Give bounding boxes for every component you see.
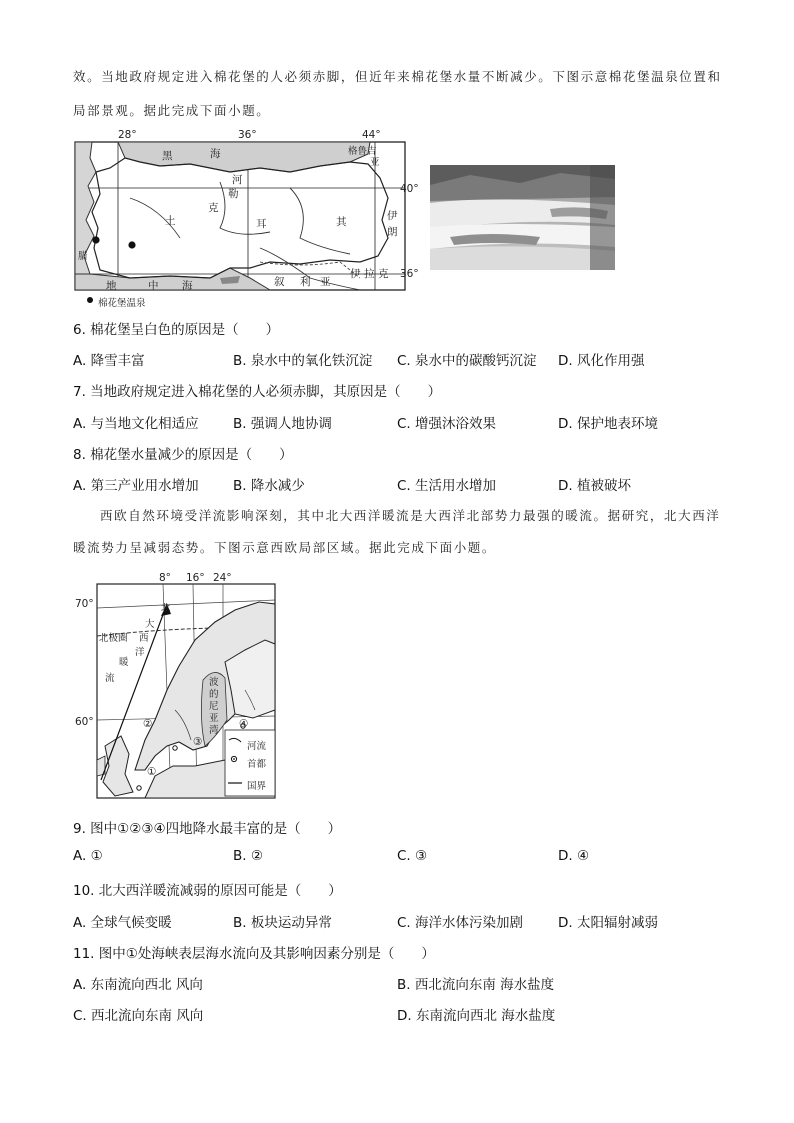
point-3: ③ bbox=[193, 736, 203, 748]
q10-option-c[interactable]: C. 海洋水体污染加剧 bbox=[397, 915, 524, 931]
label-med-2: 中 bbox=[148, 280, 159, 292]
lon-36: 36° bbox=[238, 129, 257, 141]
q6-option-c[interactable]: C. 泉水中的碳酸钙沉淀 bbox=[397, 353, 537, 369]
europe-map bbox=[75, 570, 280, 800]
label-iran-2: 朗 bbox=[387, 226, 398, 238]
current-char-2: 大 bbox=[145, 619, 155, 630]
q7-option-d[interactable]: D. 保护地表环境 bbox=[558, 416, 658, 432]
current-char-1: 北 bbox=[161, 603, 171, 614]
q7-stem: 7. 当地政府规定进入棉花堡的人必须赤脚，其原因是（ ） bbox=[73, 384, 442, 400]
pamukkale-spring-marker bbox=[128, 241, 135, 248]
intro2-line1: 西欧自然环境受洋流影响深刻，其中北大西洋暖流是大西洋北部势力最强的暖流。据研究，北大西洋 bbox=[100, 508, 721, 523]
lat-36: 36° bbox=[400, 268, 419, 280]
q11-option-b[interactable]: B. 西北流向东南 海水盐度 bbox=[397, 977, 555, 993]
spring-marker-west bbox=[92, 236, 99, 243]
lat-40: 40° bbox=[400, 183, 419, 195]
q8-option-b[interactable]: B. 降水减少 bbox=[233, 478, 305, 494]
label-greece: 腊 bbox=[78, 251, 88, 262]
baltic-char-2: 的 bbox=[209, 689, 219, 700]
current-char-6: 流 bbox=[105, 673, 115, 684]
q8-stem: 8. 棉花堡水量减少的原因是（ ） bbox=[73, 447, 293, 463]
label-turkey-3: 其 bbox=[336, 216, 347, 228]
label-turkey-1: 土 bbox=[165, 215, 176, 227]
baltic-char-4: 亚 bbox=[209, 713, 219, 724]
legend-capital: 首都 bbox=[247, 759, 267, 770]
legend-label: 棉花堡温泉 bbox=[98, 298, 146, 309]
legend-river: 河流 bbox=[247, 741, 267, 752]
label-georgia-2: 亚 bbox=[370, 157, 380, 168]
label-iraq-3: 克 bbox=[378, 268, 389, 280]
label-iran-1: 伊 bbox=[387, 210, 398, 222]
label-river-2: 勒 bbox=[228, 188, 239, 200]
q11-stem: 11. 图中①处海峡表层海水流向及其影响因素分别是（ ） bbox=[73, 946, 435, 962]
q10-option-a[interactable]: A. 全球气候变暖 bbox=[73, 915, 172, 931]
q10-option-b[interactable]: B. 板块运动异常 bbox=[233, 915, 332, 931]
label-syria-3: 亚 bbox=[320, 276, 331, 288]
q11-option-c[interactable]: C. 西北流向东南 风向 bbox=[73, 1008, 204, 1024]
intro1-line1: 效。当地政府规定进入棉花堡的人必须赤脚，但近年来棉花堡水量不断减少。下图示意棉花堡温泉位置和 bbox=[73, 69, 722, 84]
q7-option-a[interactable]: A. 与当地文化相适应 bbox=[73, 416, 199, 432]
point-4: ④ bbox=[239, 718, 249, 730]
baltic-char-5: 湾 bbox=[209, 725, 219, 736]
q9-option-d[interactable]: D. ④ bbox=[558, 848, 590, 864]
q10-option-d[interactable]: D. 太阳辐射减弱 bbox=[558, 915, 658, 931]
lat-70: 70° bbox=[75, 598, 94, 610]
q6-stem: 6. 棉花堡呈白色的原因是（ ） bbox=[73, 322, 280, 338]
current-char-5: 暖 bbox=[119, 657, 129, 668]
label-river-3: 克 bbox=[208, 202, 219, 214]
intro1-line2: 局部景观。据此完成下面小题。 bbox=[73, 103, 271, 118]
point-2: ② bbox=[143, 718, 153, 730]
label-georgia-1: 格鲁吉 bbox=[348, 146, 377, 157]
q6-option-d[interactable]: D. 风化作用强 bbox=[558, 353, 645, 369]
baltic-char-3: 尼 bbox=[209, 701, 219, 712]
q11-option-a[interactable]: A. 东南流向西北 风向 bbox=[73, 977, 203, 993]
q11-option-d[interactable]: D. 东南流向西北 海水盐度 bbox=[397, 1008, 556, 1024]
label-black-2: 海 bbox=[210, 148, 221, 160]
pamukkale-photo-svg bbox=[430, 165, 615, 270]
label-syria-1: 叙 bbox=[274, 276, 285, 288]
q8-option-a[interactable]: A. 第三产业用水增加 bbox=[73, 478, 199, 494]
point-1: ① bbox=[147, 766, 157, 778]
label-iraq-1: 伊 bbox=[350, 268, 361, 280]
current-char-3: 西 bbox=[139, 633, 149, 644]
label-turkey-2: 耳 bbox=[256, 218, 267, 230]
q8-option-c[interactable]: C. 生活用水增加 bbox=[397, 478, 497, 494]
pamukkale-photo bbox=[430, 165, 615, 270]
lon-24: 24° bbox=[213, 572, 232, 584]
lon-44: 44° bbox=[362, 129, 381, 141]
label-iraq-2: 拉 bbox=[364, 268, 375, 280]
lon-8: 8° bbox=[159, 572, 171, 584]
q7-option-b[interactable]: B. 强调人地协调 bbox=[233, 416, 332, 432]
q9-option-a[interactable]: A. ① bbox=[73, 848, 103, 864]
q9-option-b[interactable]: B. ② bbox=[233, 848, 263, 864]
q6-option-a[interactable]: A. 降雪丰富 bbox=[73, 353, 145, 369]
lat-60: 60° bbox=[75, 716, 94, 728]
label-arctic-circle: 北极圈 bbox=[99, 633, 128, 644]
q8-option-d[interactable]: D. 植被破坏 bbox=[558, 478, 631, 494]
q6-option-b[interactable]: B. 泉水中的氧化铁沉淀 bbox=[233, 353, 373, 369]
label-med-1: 地 bbox=[106, 280, 117, 292]
intro2-line2: 暖流势力呈减弱态势。下图示意西欧局部区域。据此完成下面小题。 bbox=[73, 540, 497, 555]
q9-option-c[interactable]: C. ③ bbox=[397, 848, 428, 864]
current-char-4: 洋 bbox=[135, 647, 145, 658]
lon-16: 16° bbox=[186, 572, 205, 584]
label-black-1: 黑 bbox=[162, 150, 173, 162]
label-med-3: 海 bbox=[182, 280, 193, 292]
lon-28: 28° bbox=[118, 129, 137, 141]
turkey-map bbox=[70, 128, 419, 309]
q7-option-c[interactable]: C. 增强沐浴效果 bbox=[397, 416, 497, 432]
label-river-1: 河 bbox=[232, 174, 243, 186]
q10-stem: 10. 北大西洋暖流减弱的原因可能是（ ） bbox=[73, 883, 342, 899]
baltic-char-1: 波 bbox=[209, 677, 219, 688]
legend-border: 国界 bbox=[247, 781, 267, 792]
q9-stem: 9. 图中①②③④四地降水最丰富的是（ ） bbox=[73, 821, 342, 837]
label-syria-2: 利 bbox=[300, 276, 311, 288]
legend-dot bbox=[87, 297, 93, 303]
